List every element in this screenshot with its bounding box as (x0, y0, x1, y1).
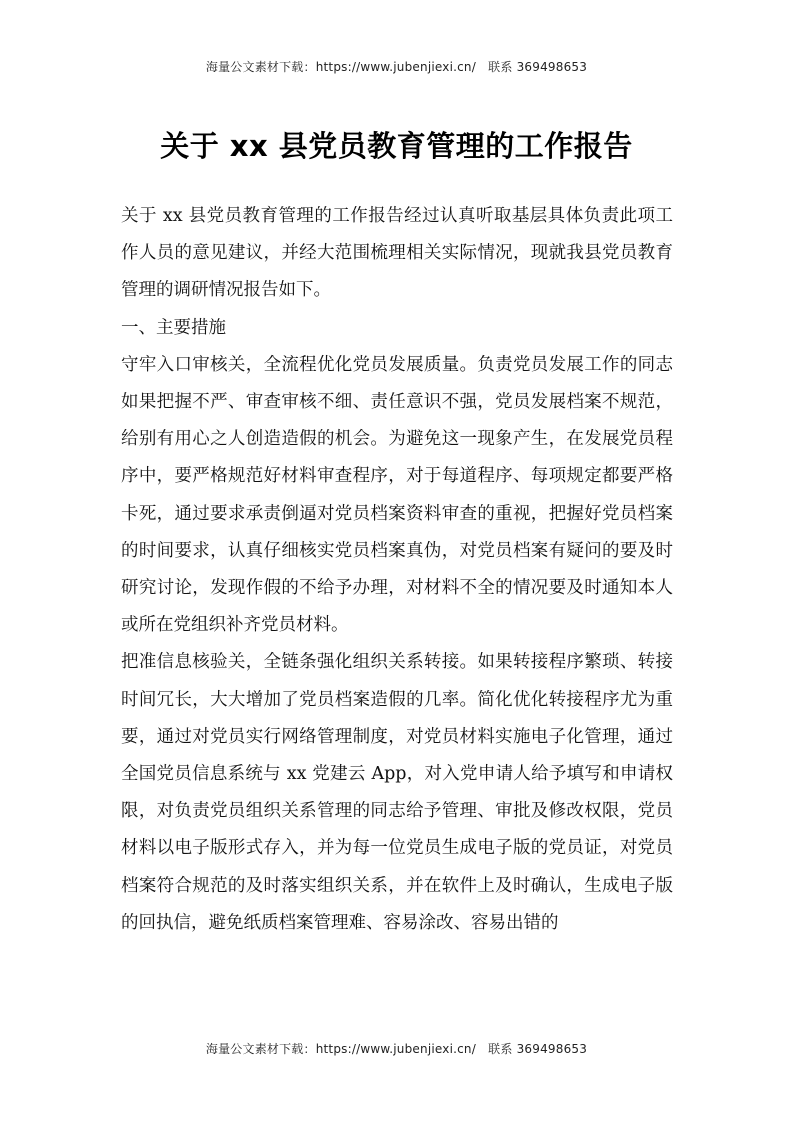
page-header: 海量公文素材下载：https://www.jubenjiexi.cn/ 联系 369498653 (205, 60, 588, 74)
document-body (121, 198, 673, 942)
body-paragraph: 守牢入口审核关，全流程优化党员发展质量。负责党员发展工作的同志如果把握不严、审查审核不细、责任意识不强，党员发展档案不规范，给别有用心之人创造造假的机会。为避免这一现象产生，在发展党员程序中，要严格规范好材料审查程序，对于每道程序、每项规定都要严格卡死，通过要求承责倒逼对党员档案资料审查的重视，把握好党员档案的时间要求，认真仔细核实党员档案真伪，对党员档案有疑问的要及时研究讨论，发现作假的不给予办理，对材料不全的情况要及时通知本人或所在党组织补齐党员材料。 (121, 354, 673, 636)
page-footer: 海量公文素材下载：https://www.jubenjiexi.cn/ 联系 369498653 (205, 1042, 588, 1056)
body-paragraph: 把准信息核验关，全链条强化组织关系转接。如果转接程序繁琐、转接时间冗长，大大增加了党员档案造假的几率。简化优化转接程序尤为重要，通过对党员实行网络管理制度，对党员材料实施电子化管理，通过全国党员信息系统与 xx 党建云 App，对入党申请人给予填写和申请权限，对负责党员组织关系管理的同志给予管理、审批及修改权限，党员材料以电子版形式存入，并为每一位党员生成电子版的党员证，对党员档案符合规范的及时落实组织关系，并在软件上及时确认，生成电子版的回执信，避免纸质档案管理难、容易涂改、容易出错的 (121, 652, 673, 933)
intro-paragraph: 关于 xx 县党员教育管理的工作报告经过认真听取基层具体负责此项工作人员的意见建议，并经大范围梳理相关实际情况，现就我县党员教育管理的调研情况报告如下。 (121, 206, 673, 301)
document-title: 关于 xx 县党员教育管理的工作报告 (160, 129, 633, 163)
section-heading: 一、主要措施 (121, 317, 226, 338)
